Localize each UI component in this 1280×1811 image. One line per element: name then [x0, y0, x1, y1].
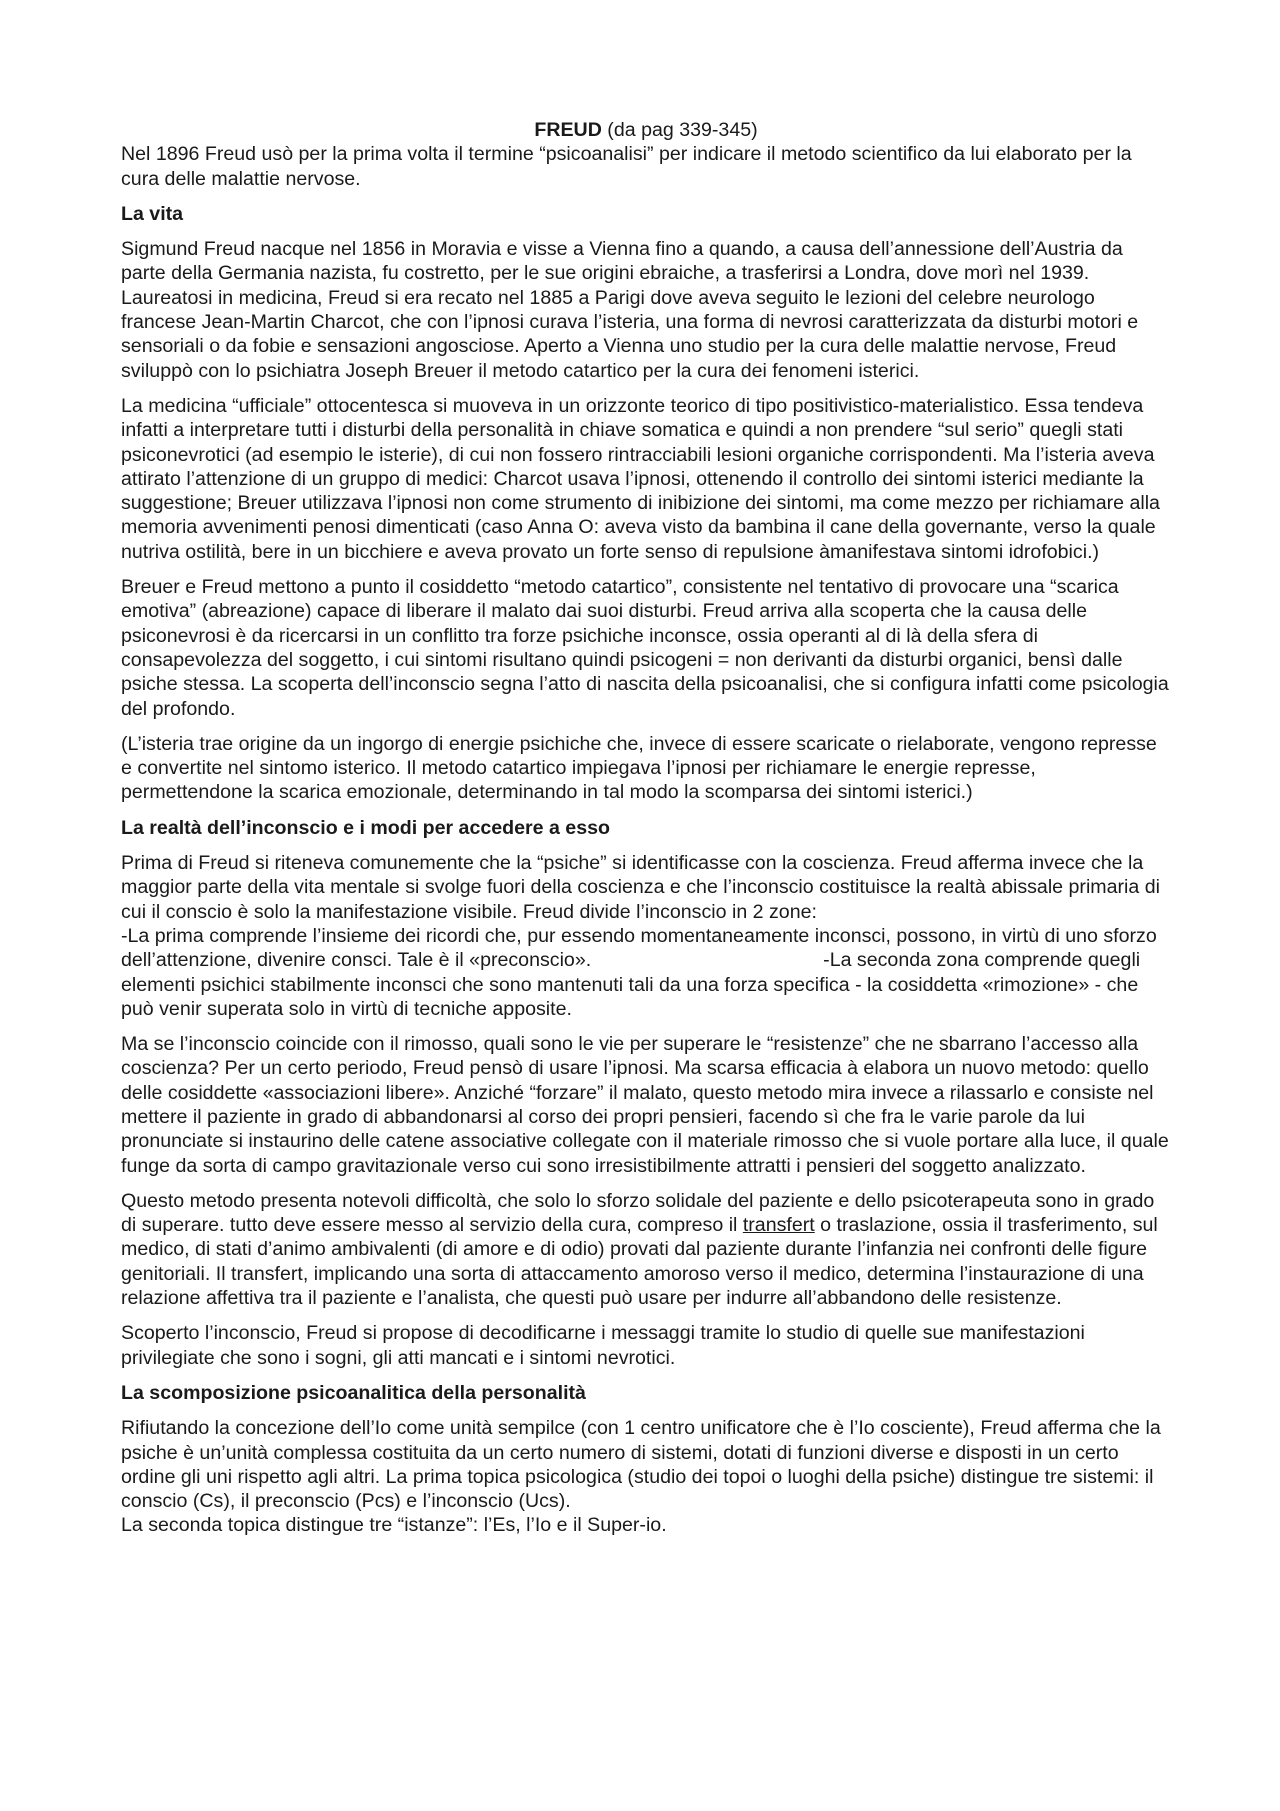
rimozione-text: -La seconda zona comprende quegli elementi psichici stabilmente inconsci che sono mantenuti tali da una forza specifica - la cosiddetta «rimozione» - che può venir superata solo in virtù di tecniche apposite. — [121, 949, 1141, 1020]
inconscio-paragraph-4: Scoperto l’inconscio, Freud si propose di decodificarne i messaggi tramite lo studio di quelle sue manifestazioni privilegiate che sono i sogni, gli atti mancati e i sintomi nevrotici. — [121, 1322, 1085, 1369]
vita-paragraph-2: La medicina “ufficiale” ottocentesca si muoveva in un orizzonte teorico di tipo positivistico-materialistico. Essa tendeva infatti a interpretare tutti i disturbi della personalità in chiave somatica e quindi a non prendere “sul serio” quegli stati psiconevrotici (ad esempio le isterie), di cui non fossero rintracciabili lesioni organiche corrispondenti. Ma l’isteria aveva attirato l’attenzione di un gruppo di medici: Charcot usava l’ipnosi, ottenendo il controllo dei sintomi isterici mediante la suggestione; Breuer utilizzava l’ipnosi non come strumento di inibizione dei sintomi, ma come mezzo per richiamare alla memoria avvenimenti penosi dimenticati (caso Anna O: aveva visto da bambina il cane della governante, verso la quale nutriva ostilità, bere in un bicchiere e aveva provato un forte senso di repulsione àmanifestava sintomi idrofobici.) — [121, 394, 1160, 563]
heading-realta-inconscio: La realtà dell’inconscio e i modi per accedere a esso — [121, 816, 610, 839]
seconda-topica-text: La seconda topica distingue tre “istanze”: l’Es, l’Io e il Super-io. — [121, 1514, 667, 1537]
personalita-paragraph-1 — [121, 1416, 1171, 1537]
inconscio-intro-text: Prima di Freud si riteneva comunemente che la “psiche” si identificasse con la coscienza. Freud afferma invece che la maggior parte della vita mentale si svolge fuori della coscienza e che l’inconscio costituisce la realtà abissale primaria di cui il conscio è solo la manifestazione visibile. Freud divide l’inconscio in 2 zone: — [121, 852, 1160, 923]
vita-paragraph-4: (L’isteria trae origine da un ingorgo di energie psichiche che, invece di essere scaricate o rielaborate, vengono represse e convertite nel sintomo isterico. Il metodo catartico impiegava l’ipnosi per richiamare le energie represse, permettendone la scarica emozionale, determinando in tal modo la scomparsa dei sintomi isterici.) — [121, 732, 1157, 804]
title-page-range: (da pag 339-345) — [601, 119, 758, 141]
prima-topica-text: Rifiutando la concezione dell’Io come unità sempilce (con 1 centro unificatore che è l’Io cosciente), Freud afferma che la psiche è un’unità complessa costituita da un certo numero di sistemi, dotati di funzioni diverse e disposti in un certo ordine gli uni rispetto agli altri. La prima topica psicologica (studio dei topoi o luoghi della psiche) distingue tre sistemi: il conscio (Cs), il preconscio (Pcs) e l’inconscio (Ucs). — [121, 1417, 1161, 1513]
document-title — [121, 118, 1171, 142]
title-main: FREUD — [534, 119, 602, 141]
inconscio-paragraph-1 — [121, 851, 1171, 1021]
intro-paragraph: Nel 1896 Freud usò per la prima volta il termine “psicoanalisi” per indicare il metodo scientifico da lui elaborato per la cura delle malattie nervose. — [121, 143, 1132, 190]
inconscio-paragraph-3 — [121, 1189, 1171, 1310]
transfert-link[interactable]: transfert — [742, 1214, 815, 1237]
document-body — [121, 118, 1171, 1549]
heading-scomposizione-personalita: La scomposizione psicoanalitica della personalità — [121, 1381, 586, 1404]
transfert-intro-text: Questo metodo presenta notevoli difficoltà, che solo lo sforzo solidale del paziente e dello psicoterapeuta sono in grado di superare. tutto deve essere messo al servizio della cura, compreso il — [121, 1189, 1155, 1237]
transfert-rest-text: o traslazione, ossia il trasferimento, sul medico, di stati d’animo ambivalenti (di amore e di odio) provati dal paziente durante l’infanzia nei confronti delle figure genitoriali. Il transfert, implicando una sorta di attaccamento amoroso verso il medico, determina l’instaurazione di una relazione affettiva tra il paziente e l’analista, che questi può usare per indurre all’abbandono delle resistenze. — [121, 1214, 1158, 1310]
heading-la-vita: La vita — [121, 202, 184, 225]
preconscio-text: -La prima comprende l’insieme dei ricordi che, pur essendo momentaneamente inconsci, possono, in virtù di uno sforzo dell’attenzione, divenire consci. Tale è il «preconscio». — [121, 924, 1157, 972]
vita-paragraph-1: Sigmund Freud nacque nel 1856 in Moravia e visse a Vienna fino a quando, a causa dell’annessione dell’Austria da parte della Germania nazista, fu costretto, per le sue origini ebraiche, a trasferirsi a Londra, dove morì nel 1939. Laureatosi in medicina, Freud si era recato nel 1885 a Parigi dove aveva seguito le lezioni del celebre neurologo francese Jean-Martin Charcot, che con l’ipnosi curava l’isteria, una forma di nevrosi caratterizzata da disturbi motori e sensoriali o da fobie e sensazioni angosciose. Aperto a Vienna uno studio per la cura delle malattie nervose, Freud sviluppò con lo psichiatra Joseph Breuer il metodo catartico per la cura dei fenomeni isterici. — [121, 238, 1139, 382]
vita-paragraph-3: Breuer e Freud mettono a punto il cosiddetto “metodo catartico”, consistente nel tentativo di provocare una “scarica emotiva” (abreazione) capace di liberare il malato dai suoi disturbi. Freud arriva alla scoperta che la causa delle psiconevrosi è da ricercarsi in un conflitto tra forze psichiche inconsce, ossia operanti al di là della sfera di consapevolezza del soggetto, i cui sintomi risultano quindi psicogeni = non derivanti da disturbi organici, bensì dalle psiche stessa. La scoperta dell’inconscio segna l’atto di nascita della psicoanalisi, che si configura infatti come psicologia del profondo. — [121, 576, 1169, 720]
inconscio-paragraph-2: Ma se l’inconscio coincide con il rimosso, quali sono le vie per superare le “resistenze” che ne sbarrano l’accesso alla coscienza? Per un certo periodo, Freud pensò di usare l’ipnosi. Ma scarsa efficacia à elabora un nuovo metodo: quello delle cosiddette «associazioni libere». Anziché “forzare” il malato, questo metodo mira invece a rilassarlo e consiste nel mettere il paziente in grado di abbandonarsi al corso dei propri pensieri, facendo sì che fra le varie parole da lui pronunciate si instaurino delle catene associative collegate con il materiale rimosso che si vuole portare alla luce, il quale funge da sorta di campo gravitazionale verso cui sono irresistibilmente attratti i pensieri del soggetto analizzato. — [121, 1033, 1169, 1177]
